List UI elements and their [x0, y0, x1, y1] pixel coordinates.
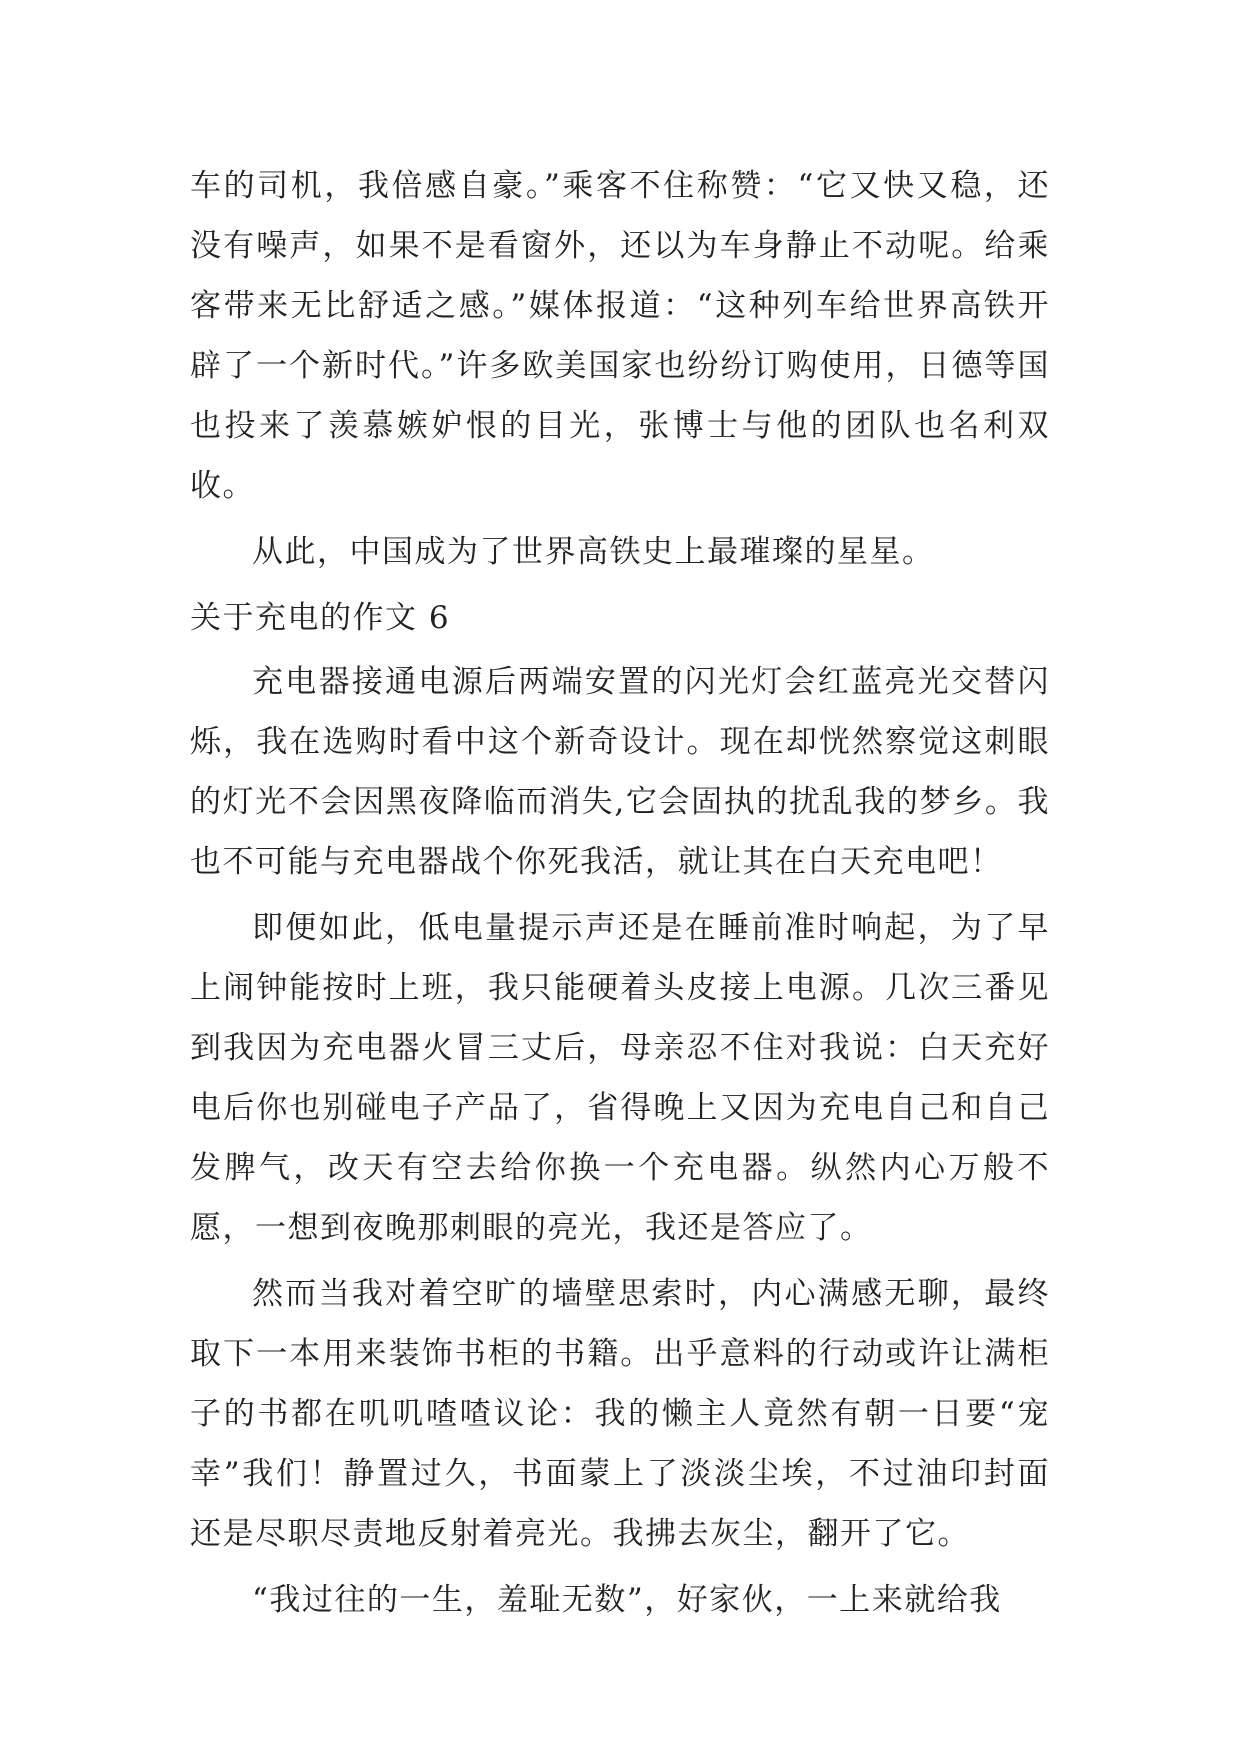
paragraph-conclusion: 从此，中国成为了世界高铁史上最璀璨的星星。: [252, 534, 935, 570]
paragraph-low-battery: 即便如此，低电量提示声还是在睡前准时响起，为了早上闹钟能按时上班，我只能硬着头皮接上电源。几次三番见到我因为充电器火冒三丈后，母亲忍不住对我说：白天充好电后你也别碰电子产品了，省得晚上又因为充电自己和自己发脾气，改天有空去给你换一个充电器。纵然内心万般不愿，一想到夜晚那刺眼的亮光，我还是答应了。: [190, 910, 1050, 1246]
paragraph-book-opening: “我过往的一生，羞耻无数”，好家伙，一上来就给我: [252, 1582, 1002, 1618]
essay-heading: 关于充电的作文 6: [190, 600, 451, 636]
paragraph-bookshelf: 然而当我对着空旷的墙壁思索时，内心满感无聊，最终取下一本用来装饰书柜的书籍。出乎意料的行动或许让满柜子的书都在叽叽喳喳议论：我的懒主人竟然有朝一日要“宠幸”我们！静置过久，书面蒙上了淡淡尘埃，不过油印封面还是尽职尽责地反射着亮光。我拂去灰尘，翻开了它。: [190, 1276, 1050, 1552]
paragraph-charger-light: 充电器接通电源后两端安置的闪光灯会红蓝亮光交替闪烁，我在选购时看中这个新奇设计。现在却恍然察觉这刺眼的灯光不会因黑夜降临而消失,它会固执的扰乱我的梦乡。我也不可能与充电器战个你死我活，就让其在白天充电吧！: [190, 664, 1050, 880]
document-body: [190, 156, 1050, 1636]
paragraph-continuation: 车的司机，我倍感自豪。”乘客不住称赞：“它又快又稳，还没有噪声，如果不是看窗外，还以为车身静止不动呢。给乘客带来无比舒适之感。”媒体报道：“这种列车给世界高铁开辟了一个新时代。”许多欧美国家也纷纷订购使用，日德等国也投来了羡慕嫉妒恨的目光，张博士与他的团队也名利双收。: [190, 168, 1050, 504]
